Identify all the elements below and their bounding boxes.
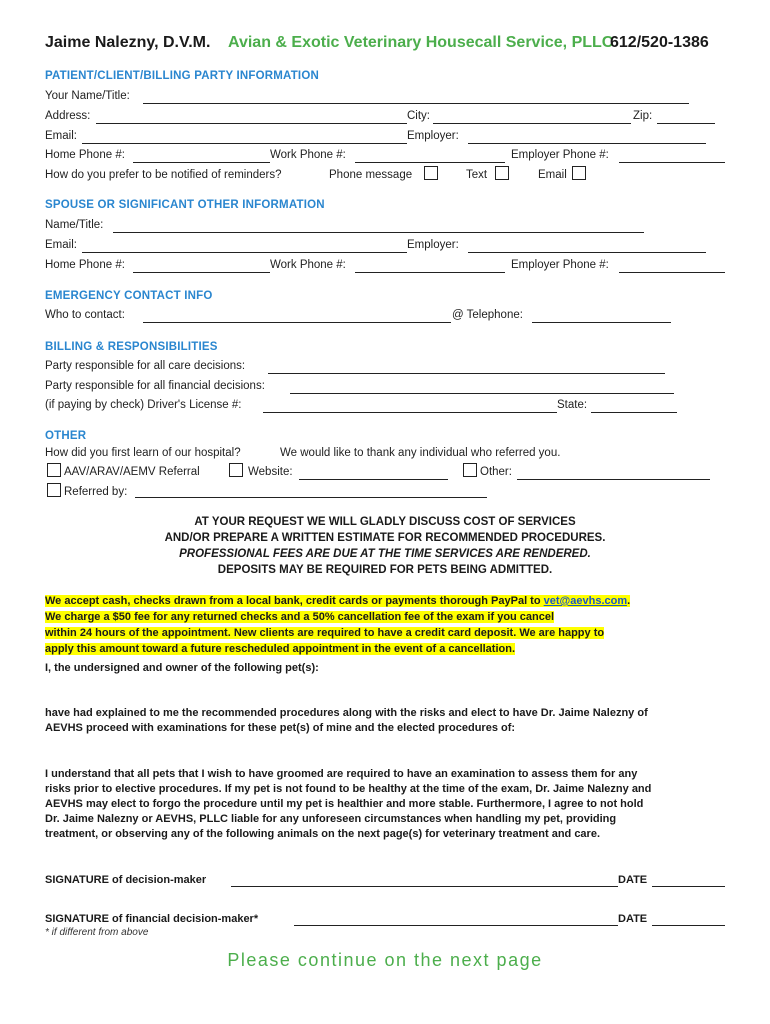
payment-line-2	[45, 610, 554, 626]
reminder-text-checkbox[interactable]	[495, 166, 509, 180]
employer-phone-field[interactable]	[619, 162, 725, 163]
payment-line-1	[45, 594, 630, 610]
continue-note: Please continue on the next page	[227, 950, 543, 970]
spouse-email-label: Email:	[45, 239, 77, 251]
explained-line-2: AEVHS proceed with examinations for these pet(s) of mine and the elected procedures of:	[45, 722, 516, 734]
work-phone-label: Work Phone #:	[270, 149, 346, 161]
city-label: City:	[407, 110, 430, 122]
payment-line-2-text: We charge a $50 fee for any returned checks and a 50% cancellation fee of the exam if you cancel	[45, 611, 555, 623]
aav-referral-label: AAV/ARAV/AEMV Referral	[64, 466, 200, 478]
website-checkbox[interactable]	[229, 463, 243, 477]
signature-footnote: * if different from above	[45, 927, 149, 938]
notice-line-4: DEPOSITS MAY BE REQUIRED FOR PETS BEING ADMITTED.	[217, 564, 553, 576]
zip-field[interactable]	[657, 123, 715, 124]
signature-decision-label: SIGNATURE of decision-maker	[45, 874, 207, 886]
groom-line-1: I understand that all pets that I wish to have groomed are required to have an examination to assess them for any	[45, 768, 638, 780]
practice-name: Avian & Exotic Veterinary Housecall Service, PLLC	[228, 34, 614, 51]
spouse-employer-label: Employer:	[407, 239, 459, 251]
payment-line-4	[45, 642, 515, 658]
referred-by-checkbox[interactable]	[47, 483, 61, 497]
signature-financial-label: SIGNATURE of financial decision-maker*	[45, 913, 259, 925]
referred-by-label: Referred by:	[64, 486, 128, 498]
reminder-text-label: Text	[466, 169, 488, 181]
state-label: State:	[557, 399, 588, 411]
reminder-question: How do you prefer to be notified of reminders?	[45, 169, 282, 181]
spouse-employer-phone-field[interactable]	[619, 272, 725, 273]
email-link[interactable]: vet@aevhs.com	[543, 595, 628, 607]
city-field[interactable]	[433, 123, 631, 124]
website-field[interactable]	[299, 479, 448, 480]
home-phone-label: Home Phone #:	[45, 149, 125, 161]
reminder-email-label: Email	[538, 169, 567, 181]
email-label: Email:	[45, 130, 77, 142]
other-field[interactable]	[517, 479, 710, 480]
your-name-field[interactable]	[143, 103, 689, 104]
address-field[interactable]	[96, 123, 407, 124]
emergency-telephone-label: @ Telephone:	[452, 309, 523, 321]
notice-line-2: AND/OR PREPARE A WRITTEN ESTIMATE FOR RECOMMENDED PROCEDURES.	[164, 532, 606, 544]
drivers-license-label: (if paying by check) Driver's License #:	[45, 399, 242, 411]
date-financial-field[interactable]	[652, 925, 725, 926]
payment-line-4-text: apply this amount toward a future rescheduled appointment in the event of a cancellation.	[45, 643, 516, 655]
financial-decisions-field[interactable]	[290, 393, 674, 394]
owner-statement: I, the undersigned and owner of the following pet(s):	[45, 662, 319, 674]
spouse-employer-field[interactable]	[468, 252, 706, 253]
notice-line-1: AT YOUR REQUEST WE WILL GLADLY DISCUSS COST OF SERVICES	[194, 516, 576, 528]
date-decision-field[interactable]	[652, 886, 725, 887]
spouse-work-phone-field[interactable]	[355, 272, 505, 273]
your-name-label: Your Name/Title:	[45, 90, 130, 102]
reminder-phone-label: Phone message	[329, 169, 413, 181]
employer-label: Employer:	[407, 130, 459, 142]
emergency-telephone-field[interactable]	[532, 322, 671, 323]
employer-field[interactable]	[468, 143, 706, 144]
care-decisions-field[interactable]	[268, 373, 665, 374]
section-heading-emergency: EMERGENCY CONTACT INFO	[45, 290, 213, 302]
spouse-home-phone-field[interactable]	[133, 272, 270, 273]
explained-line-1: have had explained to me the recommended procedures along with the risks and elect to have Dr. Jaime Nalezny of	[45, 707, 648, 719]
practice-phone: 612/520-1386	[610, 34, 709, 51]
spouse-name-label: Name/Title:	[45, 219, 104, 231]
care-decisions-label: Party responsible for all care decisions:	[45, 360, 246, 372]
referral-thanks: We would like to thank any individual who referred you.	[280, 447, 561, 459]
zip-label: Zip:	[633, 110, 653, 122]
reminder-phone-checkbox[interactable]	[424, 166, 438, 180]
website-label: Website:	[248, 466, 293, 478]
spouse-home-phone-label: Home Phone #:	[45, 259, 125, 271]
groom-line-5: treatment, or observing any of the following animals on the next page(s) for veterinary treatment and care.	[45, 828, 601, 840]
notice-line-3: PROFESSIONAL FEES ARE DUE AT THE TIME SERVICES ARE RENDERED.	[179, 548, 591, 560]
section-heading-other: OTHER	[45, 430, 87, 442]
aav-referral-checkbox[interactable]	[47, 463, 61, 477]
address-label: Address:	[45, 110, 91, 122]
section-heading-billing: BILLING & RESPONSIBILITIES	[45, 341, 218, 353]
financial-decisions-label: Party responsible for all financial decisions:	[45, 380, 265, 392]
emergency-who-label: Who to contact:	[45, 309, 125, 321]
section-heading-spouse: SPOUSE OR SIGNIFICANT OTHER INFORMATION	[45, 199, 325, 211]
other-checkbox[interactable]	[463, 463, 477, 477]
referred-by-field[interactable]	[135, 497, 487, 498]
email-field[interactable]	[82, 143, 407, 144]
date-decision-label: DATE	[618, 874, 648, 886]
payment-line-1-text: We accept cash, checks drawn from a local bank, credit cards or payments thorough PayPal to	[45, 595, 544, 607]
employer-phone-label: Employer Phone #:	[511, 149, 609, 161]
groom-line-3: AEVHS may elect to forgo the procedure until my pet is healthier and more stable. Furthermore, I agree to not hold	[45, 798, 644, 810]
other-label: Other:	[480, 466, 512, 478]
spouse-work-phone-label: Work Phone #:	[270, 259, 346, 271]
signature-financial-field[interactable]	[294, 925, 618, 926]
doctor-name: Jaime Nalezny, D.V.M.	[45, 34, 211, 51]
signature-decision-field[interactable]	[231, 886, 618, 887]
spouse-employer-phone-label: Employer Phone #:	[511, 259, 609, 271]
emergency-who-field[interactable]	[143, 322, 451, 323]
groom-line-4: Dr. Jaime Nalezny or AEVHS, PLLC liable for any unforeseen circumstances when handling my pet, providing	[45, 813, 617, 825]
spouse-email-field[interactable]	[82, 252, 407, 253]
section-heading-patient: PATIENT/CLIENT/BILLING PARTY INFORMATION	[45, 70, 319, 82]
reminder-email-checkbox[interactable]	[572, 166, 586, 180]
home-phone-field[interactable]	[133, 162, 270, 163]
learn-question: How did you first learn of our hospital?	[45, 447, 241, 459]
groom-line-2: risks prior to elective procedures. If my pet is not found to be healthy at the time of the exam, Dr. Jaime Nalezny and	[45, 783, 652, 795]
date-financial-label: DATE	[618, 913, 648, 925]
drivers-license-field[interactable]	[263, 412, 557, 413]
state-field[interactable]	[591, 412, 677, 413]
spouse-name-field[interactable]	[113, 232, 644, 233]
work-phone-field[interactable]	[355, 162, 505, 163]
payment-line-1-end: .	[627, 595, 631, 607]
payment-line-3-text: within 24 hours of the appointment. New clients are required to have a credit card deposit. We are happy to	[45, 627, 605, 639]
payment-line-3	[45, 626, 604, 642]
